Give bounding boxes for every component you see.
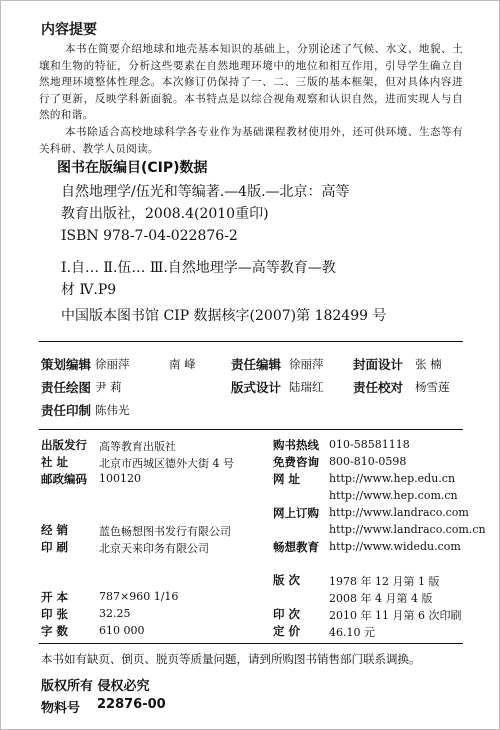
word-count-label: 字 数 (41, 624, 69, 638)
responsible-editor-name: 徐丽萍 (289, 357, 324, 371)
cip-line-1: 自然地理学/伍光和等编著.—4版.—北京：高等 (61, 184, 350, 200)
divider (39, 341, 463, 342)
hotline-value: 010-58581118 (329, 438, 410, 451)
price-value: 46.10 元 (329, 626, 375, 639)
planning-editor-label: 策划编辑 (41, 357, 92, 372)
sheets-label: 印 张 (41, 607, 69, 621)
address-value: 北京市西城区德外大街 4 号 (99, 457, 234, 470)
item-number-value: 22876-00 (97, 697, 166, 712)
publisher-label: 出版发行 (41, 438, 87, 452)
impression-value: 2010 年 11 月第 6 次印刷 (329, 609, 462, 622)
edition-value-1: 1978 年 12 月第 1 版 (329, 575, 440, 588)
postcode-label: 邮政编码 (41, 472, 87, 486)
layout-design-name: 陆瑞红 (289, 380, 324, 394)
layout-design-label: 版式设计 (231, 380, 282, 395)
cip-line-2: 教育出版社，2008.4(2010重印) (61, 206, 269, 222)
website-label: 网 址 (273, 472, 301, 486)
summary-title: 内容提要 (41, 22, 97, 38)
format-label: 开 本 (41, 590, 69, 604)
cip-class-1: Ⅰ.自… Ⅱ.伍… Ⅲ.自然地理学—高等教育—教 (61, 260, 336, 276)
cip-record: 中国版本图书馆 CIP 数据核字(2007)第 182499 号 (61, 308, 387, 324)
copyright-notice: 版权所有 侵权必究 (41, 679, 150, 694)
edition-label: 版 次 (273, 573, 301, 587)
free-consult-label: 免费咨询 (273, 455, 319, 469)
website-value-1: http://www.hep.edu.cn (329, 472, 456, 485)
free-consult-value: 800-810-0598 (329, 455, 407, 468)
printing-responsible-name: 陈伟光 (95, 403, 130, 417)
cip-class-2: 材 Ⅳ.P9 (61, 282, 117, 298)
cip-isbn: ISBN 978-7-04-022876-2 (61, 228, 238, 244)
responsible-editor-label: 责任编辑 (231, 357, 282, 372)
drawing-name: 尹 莉 (95, 380, 122, 394)
planning-editor-name: 徐丽萍 (95, 357, 130, 371)
distributor-label: 经 销 (41, 523, 69, 537)
hotline-label: 购书热线 (273, 438, 319, 452)
printing-responsible-label: 责任印制 (41, 403, 92, 418)
cover-design-label: 封面设计 (353, 357, 404, 372)
online-order-value-2: http://www.landraco.com.cn (329, 523, 486, 536)
website-value-2: http://www.hep.com.cn (329, 489, 458, 502)
cip-block (61, 181, 451, 327)
item-number-label: 物料号 (41, 701, 81, 716)
online-order-label: 网上订购 (273, 506, 319, 520)
divider (39, 643, 463, 644)
edition-value-2: 2008 年 4 月第 4 版 (329, 592, 433, 605)
cover-design-name: 张 楠 (415, 357, 442, 371)
postcode-value: 100120 (99, 472, 141, 485)
online-order-value-1: http://www.landraco.com (329, 506, 469, 519)
proofreading-label: 责任校对 (353, 380, 404, 395)
printer-value: 北京天来印务有限公司 (99, 542, 209, 555)
impression-label: 印 次 (273, 607, 301, 621)
drawing-label: 责任绘图 (41, 380, 92, 395)
word-count-value: 610 000 (99, 624, 145, 637)
proofreading-name: 杨雪莲 (415, 380, 450, 394)
price-label: 定 价 (273, 624, 301, 638)
publisher-value: 高等教育出版社 (99, 440, 176, 453)
format-value: 787×960 1/16 (99, 590, 179, 603)
summary-paragraph-1: 本书在简要介绍地球和地壳基本知识的基础上，分别论述了气候、水文、地貌、土壤和生物的特征，分析这些要素在自然地理环境中的地位和相互作用，引导学生确立自然地理环境整体性理念。本次修订仍保持了一、二、三版的基本框架，但对具体内容进行了更新，反映学科新面貌。本书特点是以综合视角观察和认识自然，进而实现人与自然的和谐。 (39, 43, 463, 122)
quality-notice: 本书如有缺页、倒页、脱页等质量问题，请到所购图书销售部门联系调换。 (41, 652, 421, 666)
divider (39, 429, 463, 430)
address-label: 社 址 (41, 455, 69, 469)
printer-label: 印 刷 (41, 540, 69, 554)
summary-paragraph-2: 本书除适合高校地球科学各专业作为基础课程教材使用外，还可供环境、生态等有关科研、教学人员阅读。 (39, 125, 463, 155)
summary-text (39, 41, 463, 157)
changxiang-label: 畅想教育 (273, 540, 319, 554)
sheets-value: 32.25 (99, 607, 131, 620)
changxiang-value: http://www.widedu.com (329, 540, 461, 553)
cip-title: 图书在版编目(CIP)数据 (57, 160, 208, 176)
planning-editor-name-2: 南 峰 (169, 357, 196, 371)
distributor-value: 蓝色畅想图书发行有限公司 (99, 525, 231, 538)
